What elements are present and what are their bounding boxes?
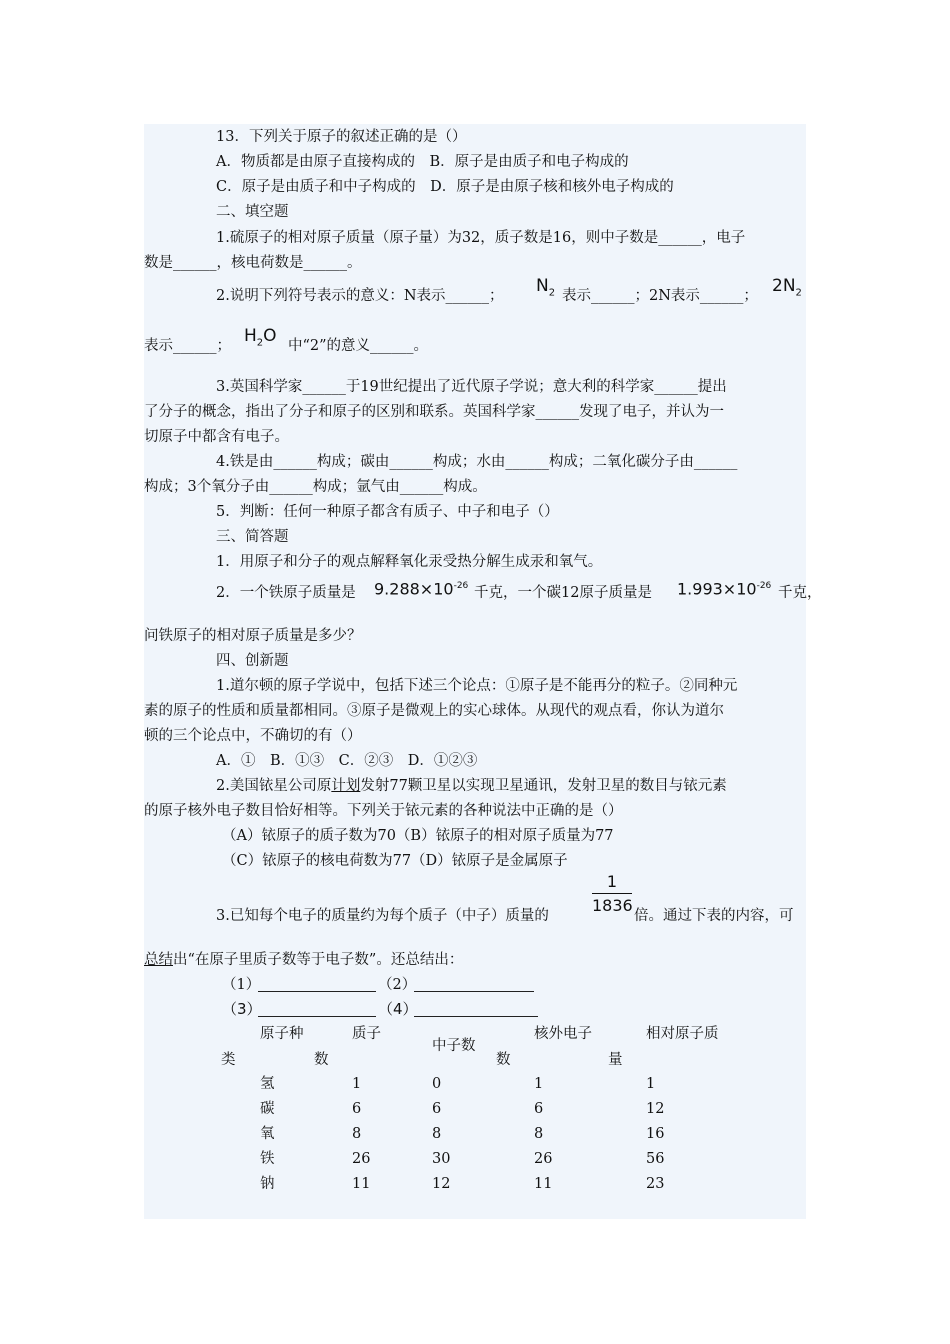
cell-m: 23: [646, 1176, 665, 1192]
cell-p: 1: [352, 1076, 362, 1092]
cell-n: 12: [432, 1176, 451, 1192]
cell-n: 8: [432, 1126, 442, 1142]
fill-q2-line2: [144, 326, 812, 360]
carbon-mass-value: $1.993\times 10^{-26}$: [677, 579, 772, 599]
q13-options-ab: A．物质都是由原子直接构成的 B．原子是由质子和电子构成的: [216, 154, 629, 170]
cell-name: 氧: [260, 1126, 275, 1142]
innov-q1-line1: 1.道尔顿的原子学说中，包括下述三个论点：①原子是不能再分的粒子。②同种元: [216, 678, 738, 694]
innov-q3-line2: 总结出“在原子里质子数等于电子数”。还总结出：: [144, 952, 464, 968]
symbol-h2o: $H_2O$: [244, 326, 277, 349]
innov-q1-line2: 素的原子的性质和质量都相同。③原子是微观上的实心球体。从现代的观点看，你认为道尔: [144, 703, 724, 719]
answer-blanks-row2: （3） （4）: [144, 999, 812, 1019]
blank-2[interactable]: [414, 977, 534, 992]
cell-e: 1: [534, 1076, 544, 1092]
blank-4[interactable]: [414, 1002, 538, 1017]
cell-name: 铁: [260, 1151, 275, 1167]
th-neutron: 中子数: [432, 1038, 476, 1054]
innov-q2-options-ab: （A）铱原子的质子数为70（B）铱原子的相对原子质量为77: [222, 828, 614, 844]
th-kind-2: 类: [221, 1052, 236, 1068]
cell-name: 钠: [260, 1176, 275, 1192]
fill-q3-line3: 切原子中都含有电子。: [144, 429, 289, 445]
cell-p: 26: [352, 1151, 371, 1167]
blank-3[interactable]: [258, 1002, 376, 1017]
fill-q5: 5．判断：任何一种原子都含有质子、中子和电子（）: [216, 504, 559, 520]
q13-stem: 13．下列关于原子的叙述正确的是（）: [216, 129, 467, 145]
innov-q3-line1: 3.已知每个电子的质量约为每个质子（中子）质量的 倍。通过下表的内容，可: [216, 908, 794, 924]
cell-e: 6: [534, 1101, 544, 1117]
section-short-answer-heading: 三、简答题: [216, 529, 289, 545]
th-mass-1: 相对原子质: [646, 1026, 719, 1042]
th-electron-2: 数: [496, 1052, 511, 1068]
fill-q1-line1: 1.硫原子的相对原子质量（原子量）为32，质子数是16，则中子数是______，电子: [216, 230, 746, 246]
short-q2-line2: 问铁原子的相对原子质量是多少？: [144, 628, 362, 644]
cell-m: 16: [646, 1126, 665, 1142]
fill-q2-line1: [144, 276, 812, 316]
cell-p: 11: [352, 1176, 371, 1192]
fill-q2-part-d: 中“2”的意义______。: [288, 338, 429, 354]
innov-q2-line2: 的原子核外电子数目恰好相等。下列关于铱元素的各种说法中正确的是（）: [144, 803, 623, 819]
innov-q1-options: A．① B．①③ C．②③ D．①②③: [216, 753, 478, 769]
cell-n: 30: [432, 1151, 451, 1167]
section-innovation-heading: 四、创新题: [216, 653, 289, 669]
cell-p: 8: [352, 1126, 362, 1142]
th-kind-1: 原子种: [260, 1026, 304, 1042]
cell-n: 0: [432, 1076, 442, 1092]
section-fill-blank-heading: 二、填空题: [216, 204, 289, 220]
cell-e: 8: [534, 1126, 544, 1142]
th-proton-2: 数: [314, 1052, 329, 1068]
innov-q2-line1: 2.美国铱星公司原计划发射77颗卫星以实现卫星通讯，发射卫星的数目与铱元素: [216, 778, 727, 794]
fill-q2-part-a: 2.说明下列符号表示的意义：N表示______；: [216, 288, 504, 304]
fill-q2-part-b: 表示______；2N表示______；: [562, 288, 758, 304]
innov-q2-options-cd: （C）铱原子的核电荷数为77（D）铱原子是金属原子: [222, 853, 568, 869]
cell-name: 碳: [260, 1101, 275, 1117]
symbol-2n2: $2N_2$: [772, 276, 802, 299]
cell-e: 26: [534, 1151, 553, 1167]
th-proton-1: 质子: [352, 1026, 381, 1042]
fraction-1-over-1836: 1 1836: [592, 872, 633, 915]
blank-1[interactable]: [258, 977, 376, 992]
iron-mass-value: $9.288\times 10^{-26}$: [374, 579, 469, 599]
cell-m: 1: [646, 1076, 656, 1092]
th-mass-2: 量: [608, 1052, 623, 1068]
q13-options-cd: C．原子是由质子和中子构成的 D．原子是由原子核和核外电子构成的: [216, 179, 674, 195]
cell-m: 12: [646, 1101, 665, 1117]
fill-q1-line2: 数是______，核电荷数是______。: [144, 255, 362, 271]
innov-q1-line3: 顿的三个论点中，不确切的有（）: [144, 728, 362, 744]
symbol-n2: $N_2$: [536, 276, 556, 299]
fill-q2-part-c: 表示______；: [144, 338, 231, 354]
cell-p: 6: [352, 1101, 362, 1117]
th-electron-1: 核外电子: [534, 1026, 592, 1042]
cell-n: 6: [432, 1101, 442, 1117]
fill-q3-line2: 了分子的概念，指出了分子和原子的区别和联系。英国科学家______发现了电子，并认为一: [144, 404, 724, 420]
answer-blanks-row1: （1） （2）: [144, 975, 812, 995]
cell-m: 56: [646, 1151, 665, 1167]
fill-q3-line1: 3.英国科学家______于19世纪提出了近代原子学说；意大利的科学家______提出: [216, 379, 727, 395]
fill-q4-line2: 构成；3个氧分子由______构成；氩气由______构成。: [144, 479, 487, 495]
fill-q4-line1: 4.铁是由______构成；碳由______构成；水由______构成；二氧化碳分子由______: [216, 454, 738, 470]
short-q2-line1: 2．一个铁原子质量是 $9.288\times 10^{-26}$ 千克，一个碳12原子质量是 $1.993\times 10^{-26}$ 千克，: [144, 583, 812, 609]
short-q1: 1．用原子和分子的观点解释氧化汞受热分解生成汞和氧气。: [216, 554, 603, 570]
cell-e: 11: [534, 1176, 553, 1192]
cell-name: 氢: [260, 1076, 275, 1092]
